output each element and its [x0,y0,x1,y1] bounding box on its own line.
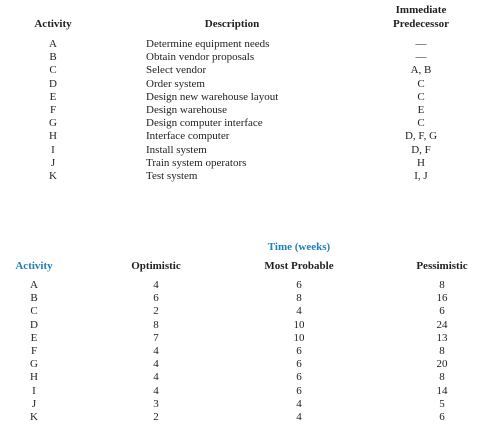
table2-activity-cell: K [30,411,38,423]
activity-header-2: Activity [15,260,53,272]
table1-description-cell: Install system [146,144,207,156]
table2-pessimistic-cell: 6 [439,411,445,423]
table1-activity-cell: J [50,157,56,169]
table2-pessimistic-cell: 13 [436,332,448,344]
table1-predecessor-cell: E [417,104,425,116]
table1-activity-cell: A [49,38,57,50]
table2-pessimistic-cell: 20 [436,358,448,370]
table1-predecessor-cell: D, F [411,144,431,156]
table2-activity-cell: F [30,345,38,357]
table2-pessimistic-cell: 14 [436,385,448,397]
table1-description-cell: Order system [146,78,205,90]
table2-optimistic-cell: 4 [153,358,159,370]
table2-activity-cell: D [30,319,38,331]
optimistic-header: Optimistic [131,260,181,272]
table1-predecessor-cell: H [417,157,425,169]
table2-pessimistic-cell: 6 [439,305,445,317]
table2-most-probable-cell: 6 [296,371,302,383]
table2-most-probable-cell: 10 [293,332,305,344]
table1-description-cell: Train system operators [146,157,247,169]
table2-optimistic-cell: 4 [153,345,159,357]
table2-activity-cell: B [30,292,38,304]
table2-optimistic-cell: 2 [153,411,159,423]
table2-optimistic-cell: 7 [153,332,159,344]
table1-activity-cell: E [49,91,57,103]
description-header: Description [204,18,260,30]
table1-activity-cell: D [49,78,57,90]
table2-most-probable-cell: 8 [296,292,302,304]
table2-optimistic-cell: 8 [153,319,159,331]
table2-optimistic-cell: 4 [153,385,159,397]
table1-predecessor-cell: D, F, G [404,130,438,142]
table2-optimistic-cell: 4 [153,279,159,291]
table1-description-cell: Test system [146,170,198,182]
table2-pessimistic-cell: 8 [439,279,445,291]
table2-activity-cell: G [30,358,38,370]
table2-most-probable-cell: 6 [296,358,302,370]
table1-description-cell: Design new warehouse layout [146,91,279,103]
table1-predecessor-cell: A, B [410,64,432,76]
table2-activity-cell: H [30,371,38,383]
table2-pessimistic-cell: 8 [439,371,445,383]
table1-description-cell: Design computer interface [146,117,263,129]
most-probable-header: Most Probable [264,260,334,272]
table2-most-probable-cell: 4 [296,411,302,423]
table2-most-probable-cell: 10 [293,319,305,331]
table1-description-cell: Select vendor [146,64,207,76]
table2-activity-cell: E [30,332,38,344]
table1-predecessor-cell: I, J [414,170,428,182]
table2-activity-cell: I [32,385,36,397]
table1-activity-cell: C [49,64,57,76]
table2-pessimistic-cell: 5 [439,398,445,410]
table1-predecessor-cell: C [417,117,425,129]
table2-pessimistic-cell: 8 [439,345,445,357]
predecessor-header-line1: Immediate [395,4,447,16]
table1-predecessor-cell: C [417,78,425,90]
predecessor-header-line2: Predecessor [393,18,449,30]
table2-most-probable-cell: 6 [296,345,302,357]
table2-activity-cell: C [30,305,38,317]
table1-predecessor-cell: — [415,51,427,63]
table1-activity-cell: B [49,51,57,63]
time-weeks-header: Time (weeks) [267,241,331,253]
table1-predecessor-cell: C [417,91,425,103]
table2-pessimistic-cell: 16 [436,292,448,304]
table1-predecessor-cell: — [415,38,427,50]
table1-activity-cell: H [49,130,57,142]
table2-optimistic-cell: 6 [153,292,159,304]
table1-activity-cell: I [51,144,55,156]
table2-optimistic-cell: 2 [153,305,159,317]
table2-most-probable-cell: 6 [296,279,302,291]
table1-activity-cell: G [49,117,57,129]
table1-description-cell: Determine equipment needs [146,38,270,50]
table2-most-probable-cell: 6 [296,385,302,397]
table2-optimistic-cell: 4 [153,371,159,383]
table2-pessimistic-cell: 24 [436,319,448,331]
table1-activity-cell: K [49,170,57,182]
table1-activity-cell: F [49,104,57,116]
table2-optimistic-cell: 3 [153,398,159,410]
table1-description-cell: Design warehouse [146,104,227,116]
table2-most-probable-cell: 4 [296,398,302,410]
table2-activity-cell: J [31,398,37,410]
pessimistic-header: Pessimistic [416,260,468,272]
table1-description-cell: Interface computer [146,130,230,142]
table2-most-probable-cell: 4 [296,305,302,317]
activity-header: Activity [34,18,72,30]
table2-activity-cell: A [30,279,38,291]
table1-description-cell: Obtain vendor proposals [146,51,255,63]
